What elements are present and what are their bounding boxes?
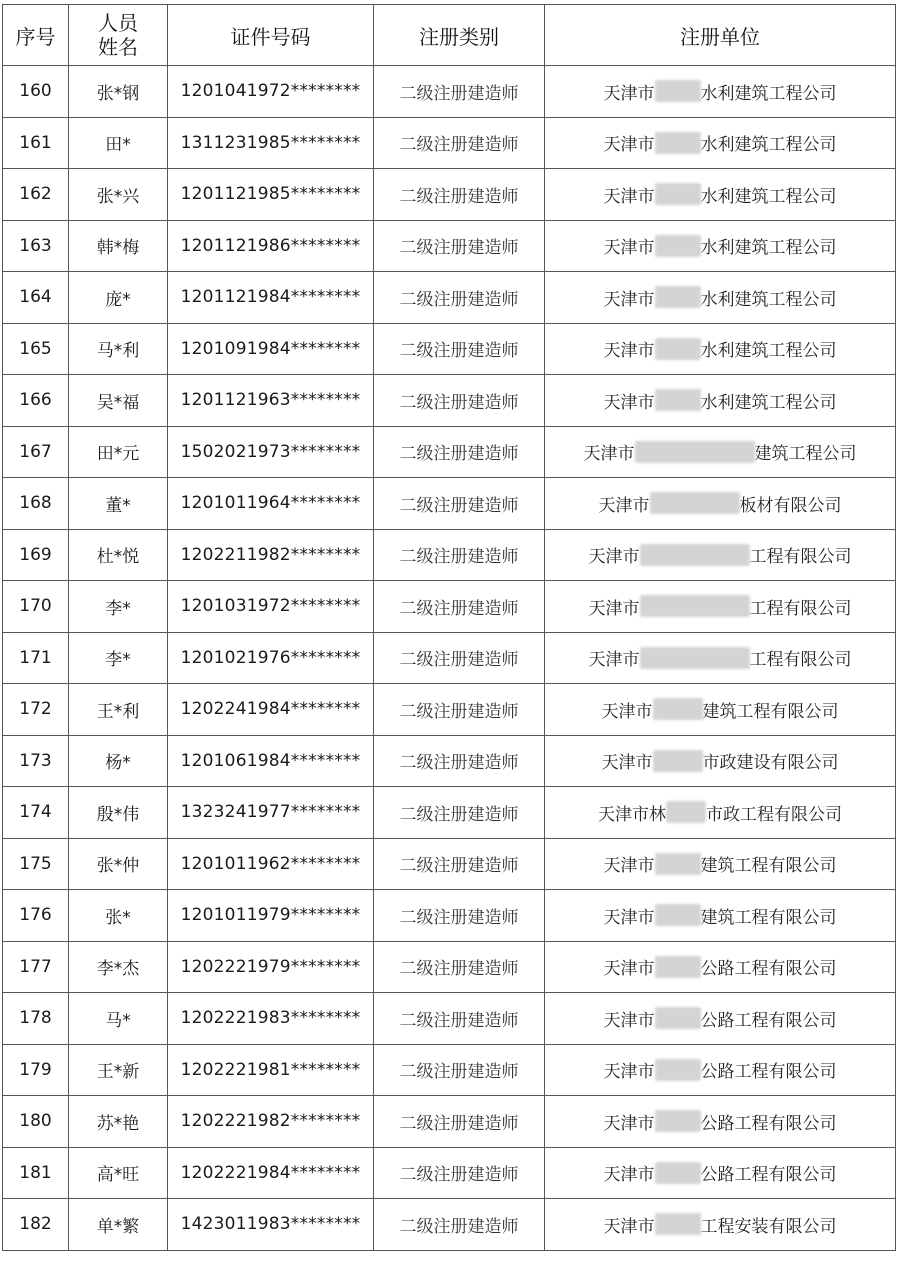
registration-unit: [604, 1006, 837, 1031]
registration-unit: [602, 748, 839, 773]
unit-suffix: 工程有限公司: [749, 547, 852, 568]
id-number-cell: 1201121985********: [168, 169, 374, 221]
registration-unit: [604, 233, 837, 258]
table-row: [3, 941, 896, 993]
header-row: [3, 5, 896, 66]
person-name-cell: 马*利: [69, 323, 168, 375]
registration-unit: [599, 491, 842, 516]
id-number-cell: 1202221983********: [168, 993, 374, 1045]
registration-unit-cell: [545, 323, 896, 375]
registration-unit-cell: [545, 272, 896, 324]
serial-number-cell: 164: [3, 272, 69, 324]
unit-suffix: 水利建筑工程公司: [700, 289, 837, 310]
redaction-blur: [635, 441, 755, 463]
serial-number-cell: 165: [3, 323, 69, 375]
serial-number-cell: 174: [3, 787, 69, 839]
person-name-cell: 张*: [69, 890, 168, 942]
registration-unit-cell: [545, 838, 896, 890]
serial-number-cell: 170: [3, 581, 69, 633]
serial-number-cell: 172: [3, 684, 69, 736]
registration-unit-cell: [545, 684, 896, 736]
table-row: [3, 478, 896, 530]
serial-number-cell: 166: [3, 375, 69, 427]
registration-unit-cell: [545, 735, 896, 787]
person-name-cell: 吴*福: [69, 375, 168, 427]
registration-unit-cell: [545, 220, 896, 272]
registration-unit: [604, 130, 837, 155]
table-row: [3, 684, 896, 736]
redaction-blur: [666, 801, 706, 823]
id-number-cell: 1202211982********: [168, 529, 374, 581]
person-name-cell: 苏*艳: [69, 1096, 168, 1148]
unit-prefix: 天津市: [601, 753, 653, 774]
redaction-blur: [650, 492, 740, 514]
id-number-cell: 1311231985********: [168, 117, 374, 169]
unit-suffix: 公路工程有限公司: [700, 1113, 837, 1134]
unit-prefix: 天津市: [603, 856, 655, 877]
serial-number-cell: 176: [3, 890, 69, 942]
unit-suffix: 建筑工程公司: [754, 444, 857, 465]
table-row: [3, 375, 896, 427]
redaction-blur: [655, 132, 701, 154]
unit-suffix: 公路工程有限公司: [700, 1010, 837, 1031]
table-row: [3, 632, 896, 684]
person-name-cell: 董*: [69, 478, 168, 530]
registration-unit: [604, 851, 837, 876]
registration-unit-cell: [545, 529, 896, 581]
registration-unit: [602, 697, 839, 722]
person-name-cell: 李*杰: [69, 941, 168, 993]
registration-category-cell: 二级注册建造师: [374, 941, 545, 993]
unit-suffix: 工程有限公司: [749, 598, 852, 619]
person-name-cell: 殷*伟: [69, 787, 168, 839]
unit-suffix: 建筑工程有限公司: [700, 907, 837, 928]
registration-unit: [604, 79, 837, 104]
id-number-cell: 1202221982********: [168, 1096, 374, 1148]
registration-unit: [604, 182, 837, 207]
registration-category-cell: 二级注册建造师: [374, 993, 545, 1045]
registration-unit-cell: [545, 941, 896, 993]
table-row: [3, 323, 896, 375]
person-name-cell: 李*: [69, 581, 168, 633]
unit-suffix: 公路工程有限公司: [700, 1062, 837, 1083]
unit-suffix: 工程安装有限公司: [700, 1216, 837, 1237]
registration-unit: [589, 645, 852, 670]
registration-category-cell: 二级注册建造师: [374, 1044, 545, 1096]
serial-number-cell: 179: [3, 1044, 69, 1096]
registration-unit: [604, 1212, 837, 1237]
unit-prefix: 天津市: [603, 341, 655, 362]
registration-unit-cell: [545, 1096, 896, 1148]
registration-category-cell: 二级注册建造师: [374, 1199, 545, 1251]
id-number-cell: 1201011962********: [168, 838, 374, 890]
id-number-cell: 1201031972********: [168, 581, 374, 633]
unit-prefix: 天津市: [603, 186, 655, 207]
registration-category-cell: 二级注册建造师: [374, 220, 545, 272]
serial-number-cell: 162: [3, 169, 69, 221]
registration-unit: [584, 439, 857, 464]
unit-prefix: 天津市: [603, 1010, 655, 1031]
registration-category-cell: 二级注册建造师: [374, 117, 545, 169]
person-name-cell: 单*繁: [69, 1199, 168, 1251]
id-number-cell: 1201021976********: [168, 632, 374, 684]
serial-number-cell: 161: [3, 117, 69, 169]
serial-number-cell: 167: [3, 426, 69, 478]
serial-number-cell: 181: [3, 1147, 69, 1199]
redaction-blur: [655, 1110, 701, 1132]
unit-prefix: 天津市: [603, 83, 655, 104]
registration-category-cell: 二级注册建造师: [374, 684, 545, 736]
unit-suffix: 水利建筑工程公司: [700, 135, 837, 156]
table-row: [3, 220, 896, 272]
id-number-cell: 1202241984********: [168, 684, 374, 736]
table-row: [3, 581, 896, 633]
registration-unit: [604, 336, 837, 361]
id-number-cell: 1201121963********: [168, 375, 374, 427]
person-name-cell: 庞*: [69, 272, 168, 324]
registration-unit-cell: [545, 1199, 896, 1251]
id-number-cell: 1423011983********: [168, 1199, 374, 1251]
table-row: [3, 66, 896, 118]
unit-prefix: 天津市: [588, 547, 640, 568]
table-row: [3, 426, 896, 478]
unit-prefix: 天津市: [603, 135, 655, 156]
person-name-cell: 张*钢: [69, 66, 168, 118]
registration-category-cell: 二级注册建造师: [374, 66, 545, 118]
redaction-blur: [655, 286, 701, 308]
person-name-cell: 韩*梅: [69, 220, 168, 272]
person-name-cell: 杜*悦: [69, 529, 168, 581]
id-number-cell: 1201041972********: [168, 66, 374, 118]
header-registration-category: 注册类别: [374, 5, 545, 66]
header-person-name-line1: 人员: [98, 11, 138, 35]
registration-category-cell: 二级注册建造师: [374, 169, 545, 221]
table-row: [3, 1147, 896, 1199]
registration-category-cell: 二级注册建造师: [374, 838, 545, 890]
serial-number-cell: 160: [3, 66, 69, 118]
person-name-cell: 李*: [69, 632, 168, 684]
registration-category-cell: 二级注册建造师: [374, 890, 545, 942]
redaction-blur: [655, 853, 701, 875]
registration-unit-cell: [545, 1147, 896, 1199]
unit-suffix: 建筑工程有限公司: [702, 701, 839, 722]
registration-unit: [604, 954, 837, 979]
unit-prefix: 天津市: [603, 1216, 655, 1237]
id-number-cell: 1502021973********: [168, 426, 374, 478]
id-number-cell: 1323241977********: [168, 787, 374, 839]
registration-unit: [604, 388, 837, 413]
id-number-cell: 1202221981********: [168, 1044, 374, 1096]
registration-unit-cell: [545, 993, 896, 1045]
unit-suffix: 水利建筑工程公司: [700, 392, 837, 413]
redaction-blur: [655, 338, 701, 360]
registration-unit-cell: [545, 426, 896, 478]
unit-prefix: 天津市: [603, 907, 655, 928]
table-row: [3, 1044, 896, 1096]
redaction-blur: [653, 750, 703, 772]
table-row: [3, 272, 896, 324]
redaction-blur: [655, 80, 701, 102]
registration-unit-cell: [545, 632, 896, 684]
registration-category-cell: 二级注册建造师: [374, 478, 545, 530]
registration-category-cell: 二级注册建造师: [374, 1096, 545, 1148]
table-row: [3, 890, 896, 942]
table-row: [3, 787, 896, 839]
table-row: [3, 735, 896, 787]
unit-prefix: 天津市: [601, 701, 653, 722]
registration-unit-cell: [545, 787, 896, 839]
person-name-cell: 马*: [69, 993, 168, 1045]
header-id-number: 证件号码: [168, 5, 374, 66]
redaction-blur: [653, 698, 703, 720]
redaction-blur: [640, 595, 750, 617]
unit-suffix: 公路工程有限公司: [700, 959, 837, 980]
person-name-cell: 田*: [69, 117, 168, 169]
serial-number-cell: 168: [3, 478, 69, 530]
registration-category-cell: 二级注册建造师: [374, 375, 545, 427]
registration-category-cell: 二级注册建造师: [374, 426, 545, 478]
unit-prefix: 天津市: [583, 444, 635, 465]
person-name-cell: 田*元: [69, 426, 168, 478]
unit-suffix: 水利建筑工程公司: [700, 238, 837, 259]
unit-prefix: 天津市: [588, 650, 640, 671]
id-number-cell: 1202221984********: [168, 1147, 374, 1199]
registration-category-cell: 二级注册建造师: [374, 1147, 545, 1199]
header-person-name: [69, 5, 168, 66]
unit-suffix: 建筑工程有限公司: [700, 856, 837, 877]
table-row: [3, 117, 896, 169]
registration-unit: [604, 1160, 837, 1185]
registration-unit-cell: [545, 581, 896, 633]
redaction-blur: [655, 1007, 701, 1029]
redaction-blur: [640, 647, 750, 669]
serial-number-cell: 163: [3, 220, 69, 272]
registration-unit: [604, 1057, 837, 1082]
redaction-blur: [655, 1162, 701, 1184]
unit-suffix: 水利建筑工程公司: [700, 83, 837, 104]
table-row: [3, 169, 896, 221]
serial-number-cell: 175: [3, 838, 69, 890]
serial-number-cell: 178: [3, 993, 69, 1045]
serial-number-cell: 171: [3, 632, 69, 684]
registration-unit-cell: [545, 1044, 896, 1096]
table-row: [3, 993, 896, 1045]
serial-number-cell: 177: [3, 941, 69, 993]
registration-unit: [604, 1109, 837, 1134]
person-name-cell: 王*新: [69, 1044, 168, 1096]
person-name-cell: 张*兴: [69, 169, 168, 221]
person-name-cell: 王*利: [69, 684, 168, 736]
person-name-cell: 杨*: [69, 735, 168, 787]
registration-category-cell: 二级注册建造师: [374, 581, 545, 633]
unit-prefix: 天津市: [603, 238, 655, 259]
registration-category-cell: 二级注册建造师: [374, 735, 545, 787]
registration-unit: [589, 542, 852, 567]
registration-unit-cell: [545, 66, 896, 118]
id-number-cell: 1201011979********: [168, 890, 374, 942]
registration-unit-cell: [545, 117, 896, 169]
registration-table: [2, 4, 896, 1251]
unit-prefix: 天津市林: [598, 804, 666, 825]
unit-suffix: 市政建设有限公司: [702, 753, 839, 774]
registration-unit-cell: [545, 890, 896, 942]
unit-suffix: 水利建筑工程公司: [700, 341, 837, 362]
registration-unit-cell: [545, 169, 896, 221]
unit-prefix: 天津市: [588, 598, 640, 619]
registration-unit: [589, 594, 852, 619]
registration-category-cell: 二级注册建造师: [374, 632, 545, 684]
unit-suffix: 工程有限公司: [749, 650, 852, 671]
unit-prefix: 天津市: [603, 1062, 655, 1083]
unit-prefix: 天津市: [603, 1113, 655, 1134]
unit-suffix: 板材有限公司: [739, 495, 842, 516]
serial-number-cell: 182: [3, 1199, 69, 1251]
header-person-name-line2: 姓名: [98, 35, 138, 59]
unit-prefix: 天津市: [603, 289, 655, 310]
table-header: [3, 5, 896, 66]
header-registration-unit: 注册单位: [545, 5, 896, 66]
unit-suffix: 市政工程有限公司: [706, 804, 842, 825]
registration-unit: [604, 903, 837, 928]
id-number-cell: 1201091984********: [168, 323, 374, 375]
id-number-cell: 1201121986********: [168, 220, 374, 272]
id-number-cell: 1201011964********: [168, 478, 374, 530]
unit-prefix: 天津市: [598, 495, 650, 516]
id-number-cell: 1202221979********: [168, 941, 374, 993]
serial-number-cell: 180: [3, 1096, 69, 1148]
table-row: [3, 1199, 896, 1251]
registration-unit: [604, 285, 837, 310]
table-row: [3, 838, 896, 890]
registration-unit: [598, 800, 842, 825]
serial-number-cell: 173: [3, 735, 69, 787]
header-serial-number: 序号: [3, 5, 69, 66]
id-number-cell: 1201121984********: [168, 272, 374, 324]
redaction-blur: [655, 235, 701, 257]
unit-prefix: 天津市: [603, 1165, 655, 1186]
redaction-blur: [640, 544, 750, 566]
registration-unit-cell: [545, 375, 896, 427]
id-number-cell: 1201061984********: [168, 735, 374, 787]
serial-number-cell: 169: [3, 529, 69, 581]
registration-category-cell: 二级注册建造师: [374, 272, 545, 324]
redaction-blur: [655, 1059, 701, 1081]
person-name-cell: 张*仲: [69, 838, 168, 890]
redaction-blur: [655, 904, 701, 926]
table-row: [3, 529, 896, 581]
redaction-blur: [655, 183, 701, 205]
table-row: [3, 1096, 896, 1148]
redaction-blur: [655, 1213, 701, 1235]
table-body: [3, 66, 896, 1251]
registration-category-cell: 二级注册建造师: [374, 787, 545, 839]
registration-unit-cell: [545, 478, 896, 530]
registration-category-cell: 二级注册建造师: [374, 529, 545, 581]
unit-suffix: 公路工程有限公司: [700, 1165, 837, 1186]
person-name-cell: 高*旺: [69, 1147, 168, 1199]
unit-suffix: 水利建筑工程公司: [700, 186, 837, 207]
redaction-blur: [655, 389, 701, 411]
unit-prefix: 天津市: [603, 959, 655, 980]
redaction-blur: [655, 956, 701, 978]
registration-category-cell: 二级注册建造师: [374, 323, 545, 375]
unit-prefix: 天津市: [603, 392, 655, 413]
